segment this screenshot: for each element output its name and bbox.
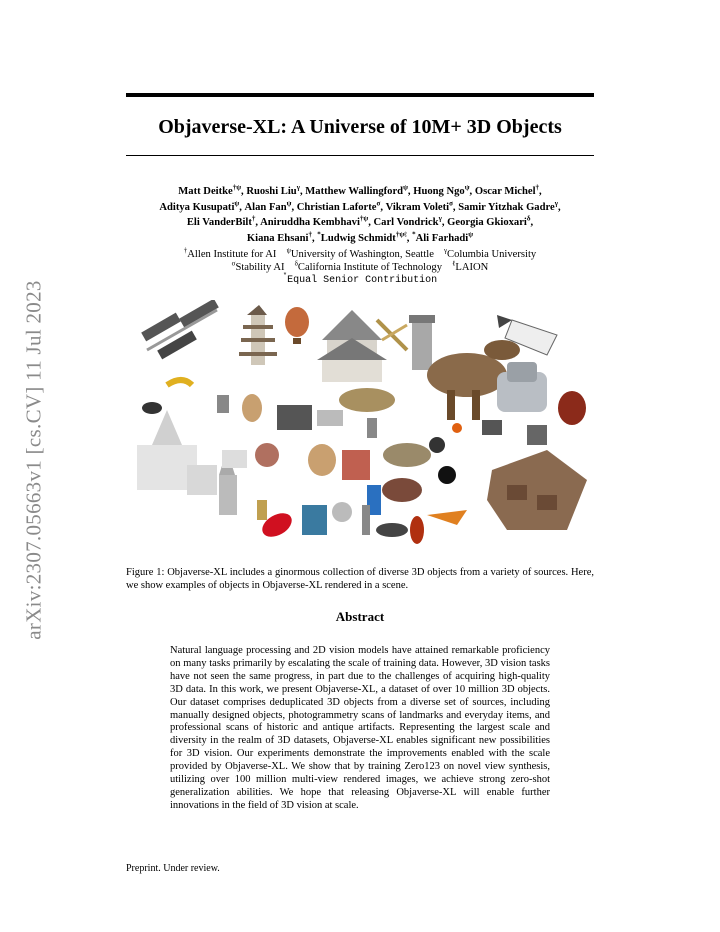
title-rule-top [126, 93, 594, 97]
pagoda-object [239, 305, 277, 365]
paper-title: Objaverse-XL: A Universe of 10M+ 3D Objects [158, 116, 562, 138]
author-affil-marks: γ [438, 214, 442, 223]
author-name: Aniruddha Kembhavi$^{\dagger\psi}$ [260, 214, 369, 228]
author-affil-marks: †ψ [232, 183, 242, 192]
footer-note: Preprint. Under review. [126, 863, 220, 874]
author-list [126, 184, 594, 246]
author-affil-marks: † [535, 183, 540, 192]
author-name: Georgia Gkioxari$^\delta$ [447, 214, 531, 228]
arxiv-identifier-text: arXiv:2307.05663v1 [cs.CV] 11 Jul 2023 [21, 280, 46, 640]
author-name: Carl Vondrick$^\gamma$ [373, 214, 442, 228]
space-station-object [141, 300, 219, 359]
author-prefix-mark: * [317, 229, 321, 238]
author-affil-marks: †ψ [359, 214, 369, 223]
author-affil-marks: σ [449, 198, 453, 207]
equal-contribution-mark: * [282, 272, 288, 281]
author-affil-marks: ψ [403, 183, 408, 192]
author-affil-marks: δ [526, 214, 531, 223]
author-name: Oscar Michel† [474, 183, 540, 197]
affiliation: $^\psi$University of Washington, Seattle [286, 246, 434, 260]
author-affil-marks: † [308, 229, 312, 238]
affiliation: †Allen Institute for AI [183, 246, 277, 260]
author-name: Vikram Voleti$^\sigma$ [385, 198, 453, 213]
author-name: Eli VanderBilt† [186, 214, 256, 228]
figure-objects-scene [127, 300, 593, 562]
affiliation: $^\gamma$Columbia University [443, 246, 537, 260]
affiliation-mark: ψ [286, 246, 291, 255]
affiliation-line-2 [126, 261, 594, 274]
affiliation: $^\delta$California Institute of Technology [294, 259, 443, 273]
author-name: Huong Ngo$^\psi$ [413, 183, 470, 197]
bottom-objects-row [257, 500, 467, 544]
author-affil-marks: ψ [234, 198, 240, 207]
biplane-object [377, 320, 407, 350]
affiliation-list [126, 248, 594, 287]
author-affil-marks: γ [296, 183, 300, 192]
author-affil-marks: ψ [468, 229, 474, 238]
title-rule-bottom [126, 155, 594, 156]
author-prefix-mark: * [412, 229, 416, 238]
abstract-heading: Abstract [335, 609, 385, 624]
author-name: Samir Yitzhak Gadre$^\gamma$ [458, 198, 558, 213]
abstract-text: Natural language processing and 2D vision models have attained remarkable proficiency on many tasks primarily by escalating the scale of training data. However, 3D vision tasks have not seen the same progress, in part due to the challenges of acquiring high-quality 3D data. In this work, we present Objaverse-XL, a dataset of over 10 million 3D objects. Our dataset comprises deduplicated 3D objects from a diverse set of sources, including manually designed objects, photogrammetry scans of landmarks and everyday items, and professional scans of historic and antique artifacts. Representing the largest scale and diversity in the realm of 3D datasets, Objaverse-XL enables significant new possibilities for 3D vision. Our experiments demonstrate the improvements enabled with the scale provided by Objaverse-XL. We show that by training Zero123 on novel view synthesis, utilizing over 100 million multi-view rendered images, we achieve strong zero-shot generalization abilities. We hope that releasing Objaverse-XL will enable further innovations in the field of 3D vision at scale. [170, 645, 550, 811]
affiliation-mark: ℓ [452, 259, 456, 268]
author-name: *Ali Farhadi$^\psi$ [412, 229, 474, 244]
balloon-object [285, 307, 309, 344]
author-name: *Ludwig Schmidt$^{\dagger\psi\ell}$ [317, 229, 407, 244]
affiliation-mark: σ [231, 259, 236, 268]
affiliation-mark: γ [443, 246, 448, 255]
author-name: Matt Deitke$^{\dagger\psi}$ [178, 183, 242, 197]
author-affil-marks: σ [376, 198, 381, 207]
author-line: Kiana Ehsani†, *Ludwig Schmidt$^{\dagger\psi\ell}$, *Ali Farhadi$^\psi$ [246, 229, 474, 244]
affiliation-mark: δ [294, 259, 298, 268]
affiliation-line-1 [126, 248, 594, 261]
author-affil-marks: ψ [464, 183, 470, 192]
author-line: Aditya Kusupati$^\psi$, Alan Fan$^\psi$, Christian Laforte$^\sigma$, Vikram Voleti$^\sigma$, Samir Yitzhak Gadre$^\gamma$, [159, 198, 561, 213]
author-affil-marks: ψ [286, 198, 292, 207]
author-line: Matt Deitke$^{\dagger\psi}$, Ruoshi Liu$^\gamma$, Matthew Wallingford$^\psi$, Huong Ngo$^\psi$, Oscar Michel†, [178, 183, 542, 197]
affiliation-mark: † [183, 246, 188, 255]
author-affil-marks: †ψℓ [395, 229, 407, 238]
author-name: Alan Fan$^\psi$ [244, 198, 292, 213]
village-object [487, 450, 587, 530]
author-name: Ruoshi Liu$^\gamma$ [246, 183, 300, 197]
author-name: Kiana Ehsani† [246, 229, 312, 244]
author-affil-marks: † [251, 214, 256, 223]
author-line: Eli VanderBilt†, Aniruddha Kembhavi$^{\dagger\psi}$, Carl Vondrick$^\gamma$, Georgia Gkioxari$^\delta$, [186, 214, 534, 228]
author-name: Christian Laforte$^\sigma$ [296, 198, 381, 213]
affiliation: $^\ell$LAION [452, 259, 489, 273]
figure-caption: Figure 1: Objaverse-XL includes a ginormous collection of diverse 3D objects from a variety of sources. Here, we show examples of objects in Objaverse-XL rendered in a scene. [126, 567, 594, 591]
mask-object [558, 391, 586, 425]
author-name: Aditya Kusupati$^\psi$ [159, 198, 240, 213]
equal-contribution-text: Equal Senior Contribution [287, 275, 438, 286]
affiliation: $^\sigma$Stability AI [231, 259, 285, 273]
tower-object [409, 315, 435, 370]
equal-contribution-note [126, 274, 594, 287]
author-name: Matthew Wallingford$^\psi$ [305, 183, 408, 197]
author-affil-marks: γ [554, 198, 558, 207]
